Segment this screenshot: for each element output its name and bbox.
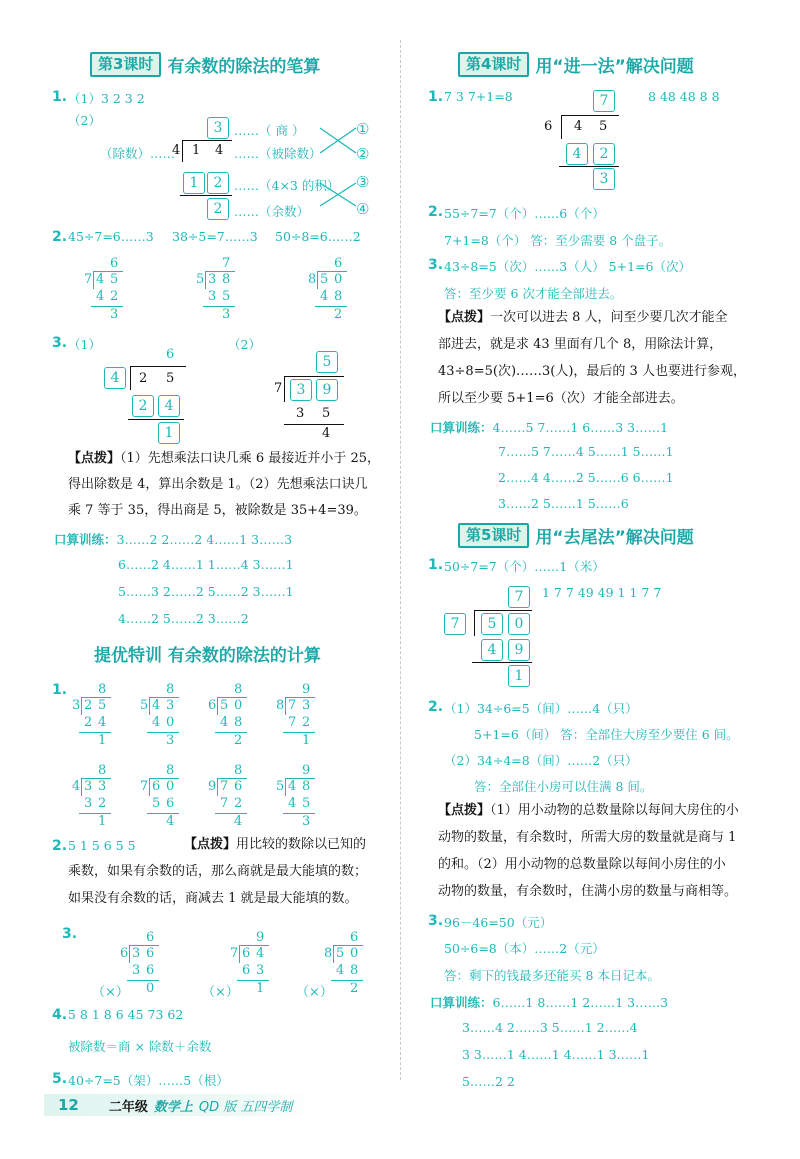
s1-r2-0-bracket	[81, 778, 82, 796]
lesson5-heading	[458, 523, 694, 548]
r5-q1-d2: 0	[508, 613, 530, 635]
l-q3a-d2: 5	[166, 371, 175, 386]
s1-r1-2-p1: 4	[220, 715, 229, 730]
l-q2-div2-p1: 4	[320, 289, 329, 304]
s1-r1-1-q: 8	[166, 682, 175, 697]
s3-1-dv: 7	[230, 946, 239, 961]
l-q2-div0-b: 5	[110, 272, 119, 287]
l-q1-m3: ③	[356, 173, 370, 191]
s3-1-bracket	[239, 945, 240, 963]
r-q1-ans1: 7 3 7+1=8	[444, 89, 513, 104]
s1-r1-0-b: 5	[98, 698, 107, 713]
s4-ans: 5 8 1 8 6 45 73 62	[68, 1007, 184, 1022]
s1-r2-1-p1: 5	[152, 796, 161, 811]
s3-2-p1: 4	[336, 963, 345, 978]
r-q1-ans2: 8 48 48 8 8	[648, 89, 720, 104]
lesson3-title: 有余数的除法的笔算	[167, 57, 321, 77]
s3-0-bar	[129, 945, 159, 946]
l-q3b-q: 5	[316, 351, 338, 373]
s3-0-a: 3	[132, 946, 141, 961]
r-tip-line3: 43÷8=5(次)……3(人)，最后的 3 人也要进行参观，	[438, 364, 746, 379]
l-q2-div0-a: 4	[96, 272, 105, 287]
r-q1-dv: 6	[544, 119, 553, 134]
l-q3b-dv: 7	[274, 381, 283, 396]
s1-r2-2-b: 6	[234, 779, 243, 794]
s2-tip-line3: 如果没有余数的话，商减去 1 就是最大能填的数。	[68, 891, 358, 906]
subject-label: 数学上	[153, 1099, 193, 1115]
s3-1-p2: 3	[256, 963, 265, 978]
s1-r1-0-dv: 3	[72, 698, 81, 713]
r-q3-no: 3.	[428, 257, 444, 273]
s1-r2-0-subline	[79, 813, 111, 814]
s1-r2-2-q: 8	[234, 763, 243, 778]
s3-1-subline	[237, 980, 269, 981]
lesson3-badge: 第3课时	[90, 52, 161, 77]
l-q2-div2-dv: 8	[308, 272, 317, 287]
s1-r1-1-b: 3	[166, 698, 175, 713]
s3-2-p2: 8	[350, 963, 359, 978]
s1-r2-1-subline	[147, 813, 179, 814]
l-oral1-row1: 口算训练：3……2 2……2 4……1 3……3	[54, 532, 293, 547]
s3-0-b: 6	[146, 946, 155, 961]
s3-2-mark: （×）	[296, 985, 333, 1000]
s1-r1-3-b: 3	[302, 698, 311, 713]
l-q1-rem: 2	[207, 198, 229, 220]
l-q3b-r: 4	[322, 426, 331, 441]
l-q2-div0-subline	[91, 306, 123, 307]
s1-r1-3-dv: 8	[276, 698, 285, 713]
s3-no: 3.	[62, 926, 78, 942]
r-q1-r: 3	[593, 168, 615, 190]
r-q2-l1: 55÷7=7（个）……6（个）	[444, 206, 605, 221]
r5-q1-r: 1	[508, 665, 530, 687]
s1-r1-0-p2: 4	[98, 715, 107, 730]
s1-r2-3-bar	[285, 778, 315, 779]
edition-label: QD 版 五四学制	[198, 1099, 293, 1115]
l-q2-div1-a: 3	[208, 272, 217, 287]
s1-r1-2-q: 8	[234, 682, 243, 697]
s1-r2-1-r: 4	[166, 814, 175, 829]
s1-r2-1-dv: 7	[140, 779, 149, 794]
l-q3b-p2: 5	[322, 406, 331, 421]
l-q1-rem-label: ……（余数）	[234, 204, 310, 219]
s1-r1-0-r: 1	[98, 733, 107, 748]
s1-r1-3-p1: 7	[288, 715, 297, 730]
r-tip2-label: 【点拨】	[438, 803, 491, 818]
r5-q3-no: 3.	[428, 913, 444, 929]
s1-r1-2-bar	[217, 697, 247, 698]
l-q1-divisor-label: （除数）……	[100, 146, 176, 161]
l-q2-div0-p1: 4	[96, 289, 105, 304]
r-oral-row1: 口算训练：4……5 7……1 6……3 3……1	[430, 420, 669, 435]
s1-r2-2-a: 7	[220, 779, 229, 794]
s3-1-mark: （×）	[202, 985, 239, 1000]
s3-1-p1: 6	[242, 963, 251, 978]
r-oral2-row1: 口算训练：6……1 8……1 2……1 3……3	[430, 995, 669, 1010]
l-q2-eq3: 50÷8=6……2	[275, 229, 361, 244]
l-oral1-row4: 4……2 5……2 3……2	[118, 611, 249, 626]
l-q1-match-lines	[320, 118, 360, 218]
r5-q2-l2: 5+1=6（间） 答：全部住大房至少要住 6 间。	[474, 727, 739, 742]
r5-q1-p1: 4	[481, 639, 503, 661]
s1-r2-2-bar	[217, 778, 247, 779]
l-q2-div0-r: 3	[110, 307, 119, 322]
s1-r1-1-p1: 4	[152, 715, 161, 730]
l-q2-no: 2.	[52, 229, 68, 245]
s1-r1-2-a: 5	[220, 698, 229, 713]
l-q2-div1-b: 8	[222, 272, 231, 287]
l-q1-prod-label: ……（4×3 的积）	[234, 178, 340, 193]
l-q1-a2: （2）	[68, 113, 101, 128]
l-q1-d2: 4	[215, 143, 224, 158]
s2-tip-line2: 乘数，如果有余数的话，那么商就是最大能填的数；	[68, 864, 368, 879]
s1-r2-2-p2: 2	[234, 796, 243, 811]
s3-0-r: 0	[146, 981, 155, 996]
l-q2-eq1: 45÷7=6……3	[68, 229, 154, 244]
s1-r1-0-bar	[81, 697, 111, 698]
s3-0-q: 6	[146, 930, 155, 945]
l-q2-div0-q: 6	[110, 256, 119, 271]
s1-r1-3-bar	[285, 697, 315, 698]
s3-0-p1: 3	[132, 963, 141, 978]
l-q2-div2-bar	[317, 271, 347, 272]
r-oral-row3: 2……4 4……2 5……6 6……1	[498, 470, 674, 485]
s1-r2-2-p1: 7	[220, 796, 229, 811]
s1-r1-1-bar	[149, 697, 179, 698]
s3-2-q: 6	[350, 930, 359, 945]
s1-r1-3-a: 7	[288, 698, 297, 713]
page-footer	[44, 1094, 314, 1116]
s1-r2-2-dv: 9	[208, 779, 217, 794]
s1-r2-0-r: 1	[98, 814, 107, 829]
s3-0-bracket	[129, 945, 130, 963]
l-q2-div1-q: 7	[222, 256, 231, 271]
s1-r1-0-subline	[79, 732, 111, 733]
l-q2-div1-p2: 5	[222, 289, 231, 304]
l-q2-div1-p1: 3	[208, 289, 217, 304]
s2-ans: 5 1 5 6 5 5	[68, 838, 136, 853]
l-q1-d1: 1	[192, 143, 201, 158]
s1-r2-3-p1: 4	[288, 796, 297, 811]
lesson5-title: 用“去尾法”解决问题	[535, 528, 694, 548]
l-q3a-d1: 2	[139, 371, 148, 386]
l-q3b-p1: 3	[296, 406, 305, 421]
r-tip2-line1: 【点拨】（1）用小动物的总数量除以每间大房住的小	[438, 803, 739, 818]
l-q2-div1-bar	[205, 271, 235, 272]
s1-no: 1.	[52, 682, 68, 698]
l-tip1-line2: 得出除数是 4，算出余数是 1。（2）先想乘法口诀几	[68, 477, 368, 492]
s1-r2-3-p2: 5	[302, 796, 311, 811]
l-oral1-row3: 5……3 2……2 5……2 3……1	[118, 584, 294, 599]
r-tip-line1: 【点拨】一次可以进去 8 人，问至少要几次才能全	[438, 310, 728, 325]
r5-q2-l1: （1）34÷6=5（间）……4（只）	[444, 701, 638, 716]
s1-r1-1-r: 3	[166, 733, 175, 748]
l-q3b-d1: 3	[290, 379, 312, 401]
r-q1-d2: 5	[599, 119, 608, 134]
l-q2-div2-p2: 8	[334, 289, 343, 304]
r-tip-line2: 部进去，就是求 43 里面有几个 8，用除法计算，	[438, 337, 723, 352]
r-oral2-row2: 3……4 2……3 5……1 2……4	[462, 1020, 638, 1035]
s1-r2-1-q: 8	[166, 763, 175, 778]
r5-q2-l4: 答：全部住小房可以住满 8 间。	[474, 779, 653, 794]
s1-r2-0-b: 3	[98, 779, 107, 794]
l-oral1-label: 口算训练：	[54, 532, 117, 547]
s1-r2-3-q: 9	[302, 763, 311, 778]
s1-r2-1-p2: 6	[166, 796, 175, 811]
l-q2-div1-bracket	[205, 271, 206, 289]
r-oral2-row3: 3 3……1 4……1 4……1 3……1	[462, 1047, 650, 1062]
s5-no: 5.	[52, 1071, 68, 1087]
s1-r1-2-subline	[215, 732, 247, 733]
s1-r2-1-bracket	[149, 778, 150, 796]
l-tip1-line1: 【点拨】（1）先想乘法口诀几乘 6 最接近并小于 25，	[68, 451, 380, 466]
r-oral2-row4: 5……2 2	[462, 1074, 515, 1089]
l-q1-p1: 1	[183, 172, 205, 194]
s4-no: 4.	[52, 1007, 68, 1023]
s4-formula: 被除数＝商 × 除数＋余数	[68, 1039, 212, 1054]
r-q1-no: 1.	[428, 89, 444, 105]
s1-r1-3-bracket	[285, 697, 286, 715]
r-tip2-line3: 的和。（2）用小动物的总数量除以每间小房住的小	[438, 857, 726, 872]
l-q2-div0-bar	[93, 271, 123, 272]
r-tip-label: 【点拨】	[438, 310, 491, 325]
s1-r1-1-p2: 0	[166, 715, 175, 730]
r-q1-d1: 4	[574, 119, 583, 134]
r5-q1-dv: 7	[444, 613, 466, 635]
s3-1-a: 6	[242, 946, 251, 961]
s2-no: 2.	[52, 838, 68, 854]
l-q1-a1: （1）3 2 3 2	[68, 91, 145, 106]
s1-r1-0-p1: 2	[84, 715, 93, 730]
l-q1-no: 1.	[52, 89, 68, 105]
s3-0-subline	[127, 980, 159, 981]
r-tip2-line4: 动物的数量，有余数时，住满小房的数量与商相等。	[438, 884, 738, 899]
r-q2-no: 2.	[428, 204, 444, 220]
s1-r2-0-p1: 3	[84, 796, 93, 811]
s1-r1-0-a: 2	[84, 698, 93, 713]
column-divider	[400, 40, 401, 1080]
l-q2-div1-r: 3	[222, 307, 231, 322]
l-q3a-dv: 4	[104, 367, 126, 389]
s1-r2-0-q: 8	[98, 763, 107, 778]
r5-q3-l1: 96－46=50（元）	[444, 915, 553, 930]
lesson4-heading	[458, 52, 694, 77]
lesson5-badge: 第5课时	[458, 523, 529, 548]
s1-r1-1-bracket	[149, 697, 150, 715]
r-oral-row4: 3……2 5……1 5……6	[498, 496, 629, 511]
s1-r2-1-a: 6	[152, 779, 161, 794]
s3-2-dv: 8	[324, 946, 333, 961]
l-q3b-d2: 9	[316, 379, 338, 401]
l-q2-div0-dv: 7	[84, 272, 93, 287]
r-q1-p2: 2	[593, 143, 615, 165]
s1-r1-2-b: 0	[234, 698, 243, 713]
r5-q3-l3: 答：剩下的钱最多还能买 8 本日记本。	[444, 968, 660, 983]
l-q2-div2-a: 5	[320, 272, 329, 287]
r5-q1-d1: 5	[481, 613, 503, 635]
s2-tip-label: 【点拨】	[184, 837, 237, 852]
r5-q1-no: 1.	[428, 557, 444, 573]
s1-r1-3-r: 1	[302, 733, 311, 748]
s1-r2-2-subline	[215, 813, 247, 814]
s1-r1-1-subline	[147, 732, 179, 733]
special-heading: 提优特训 有余数的除法的计算	[94, 646, 321, 666]
l-q3a-r: 1	[158, 422, 180, 444]
s1-r2-0-a: 3	[84, 779, 93, 794]
l-oral1-row2: 6……2 4……1 1……4 3……1	[118, 557, 294, 572]
l-q3a-q: 6	[166, 347, 175, 362]
s1-r2-1-b: 0	[166, 779, 175, 794]
s1-r1-0-bracket	[81, 697, 82, 715]
l-q1-divisor: 4	[172, 143, 181, 158]
l-q2-eq2: 38÷5=7……3	[172, 229, 258, 244]
l-q1-bei-label: ……（被除数）	[234, 146, 322, 161]
s3-1-r: 1	[256, 981, 265, 996]
l-q2-div2-b: 0	[334, 272, 343, 287]
s2-tip-line1: 【点拨】用比较的数除以已知的	[184, 837, 367, 852]
s1-r2-2-r: 4	[234, 814, 243, 829]
s1-r2-2-bracket	[217, 778, 218, 796]
r5-q3-l2: 50÷6=8（本）……2（元）	[444, 941, 605, 956]
l-q3-no: 3.	[52, 335, 68, 351]
s1-r1-2-p2: 8	[234, 715, 243, 730]
s3-2-bar	[333, 945, 363, 946]
l-q1-quot-label: ……（ 商 ）	[234, 123, 305, 138]
s3-2-subline	[331, 980, 363, 981]
r5-q1-p2: 9	[508, 639, 530, 661]
s3-1-bar	[239, 945, 269, 946]
l-tip1-label: 【点拨】	[68, 451, 121, 466]
l-q3-p2: （2）	[228, 337, 261, 352]
s3-2-r: 2	[350, 981, 359, 996]
l-q3-p1: （1）	[68, 337, 101, 352]
s3-2-b: 0	[350, 946, 359, 961]
s3-0-mark: （×）	[92, 985, 129, 1000]
lesson4-badge: 第4课时	[458, 52, 529, 77]
l-q2-div0-bracket	[93, 271, 94, 289]
r5-q1-l1: 50÷7=7（个）……1（米）	[444, 559, 605, 574]
s3-0-dv: 6	[120, 946, 129, 961]
lesson4-title: 用“进一法”解决问题	[535, 57, 694, 77]
l-q1-p2: 2	[207, 172, 229, 194]
l-q1-m4: ④	[356, 200, 370, 218]
r5-q2-l3: （2）34÷4=8（间）……2（只）	[444, 753, 638, 768]
l-q3a-p2: 4	[158, 395, 180, 417]
r5-q1-ans: 1 7 7 49 49 1 1 7 7	[542, 585, 662, 600]
s3-1-q: 9	[256, 930, 265, 945]
r-tip2-line2: 动物的数量，有余数时，所需大房的数量就是商与 1	[438, 830, 737, 845]
grade-label: 二年级	[108, 1099, 148, 1115]
l-q2-div0-p2: 2	[110, 289, 119, 304]
s1-r2-3-bracket	[285, 778, 286, 796]
s1-r1-2-bracket	[217, 697, 218, 715]
s1-r1-3-q: 9	[302, 682, 311, 697]
r-oral2-label: 口算训练：	[430, 995, 493, 1010]
lesson3-heading	[90, 52, 320, 77]
page-number: 12	[58, 1096, 79, 1114]
s1-r2-0-p2: 2	[98, 796, 107, 811]
l-q2-div2-subline	[315, 306, 347, 307]
s1-r2-3-b: 8	[302, 779, 311, 794]
s1-r2-0-bar	[81, 778, 111, 779]
r-q1-q: 7	[593, 90, 615, 112]
l-q2-div2-q: 6	[334, 256, 343, 271]
s1-r1-2-dv: 6	[208, 698, 217, 713]
s1-r1-0-q: 8	[98, 682, 107, 697]
r-q2-l2: 7+1=8（个） 答：至少需要 8 个盘子。	[444, 233, 672, 248]
s1-r1-2-r: 2	[234, 733, 243, 748]
l-q1-m2: ②	[356, 145, 370, 163]
l-q1-quot-box: 3	[207, 117, 229, 139]
s1-r2-3-subline	[283, 813, 315, 814]
s1-r1-3-subline	[283, 732, 315, 733]
l-q3a-p1: 2	[132, 395, 154, 417]
l-q2-div1-dv: 5	[196, 272, 205, 287]
l-q2-div1-subline	[203, 306, 235, 307]
l-q2-div2-bracket	[317, 271, 318, 289]
s3-1-b: 4	[256, 946, 265, 961]
s1-r2-0-dv: 4	[72, 779, 81, 794]
r-q3-l2: 答：至少要 6 次才能全部进去。	[444, 286, 623, 301]
l-q1-m1: ①	[356, 120, 370, 138]
s1-r1-3-p2: 2	[302, 715, 311, 730]
s1-r2-3-r: 3	[302, 814, 311, 829]
s5-ans: 40÷7=5（架）……5（根）	[68, 1073, 229, 1088]
r-oral-label: 口算训练：	[430, 420, 493, 435]
r-q1-p1: 4	[566, 143, 588, 165]
s1-r2-3-dv: 5	[276, 779, 285, 794]
s1-r1-1-a: 4	[152, 698, 161, 713]
l-tip1-line3: 乘 7 等于 35，得出商是 5，被除数是 35+4=39。	[68, 503, 367, 518]
s3-2-a: 5	[336, 946, 345, 961]
r5-q2-no: 2.	[428, 699, 444, 715]
s1-r1-1-dv: 5	[140, 698, 149, 713]
l-q2-div2-r: 2	[334, 307, 343, 322]
s3-2-bracket	[333, 945, 334, 963]
r-oral-row2: 7……5 7……4 5……1 5……1	[498, 444, 674, 459]
r5-q1-q: 7	[508, 586, 530, 608]
r-tip-line4: 所以至少要 5+1=6（次）才能全部进去。	[438, 391, 684, 406]
r-q3-l1: 43÷8=5（次）……3（人） 5+1=6（次）	[444, 259, 691, 274]
s1-r2-3-a: 4	[288, 779, 297, 794]
s3-0-p2: 6	[146, 963, 155, 978]
s1-r2-1-bar	[149, 778, 179, 779]
